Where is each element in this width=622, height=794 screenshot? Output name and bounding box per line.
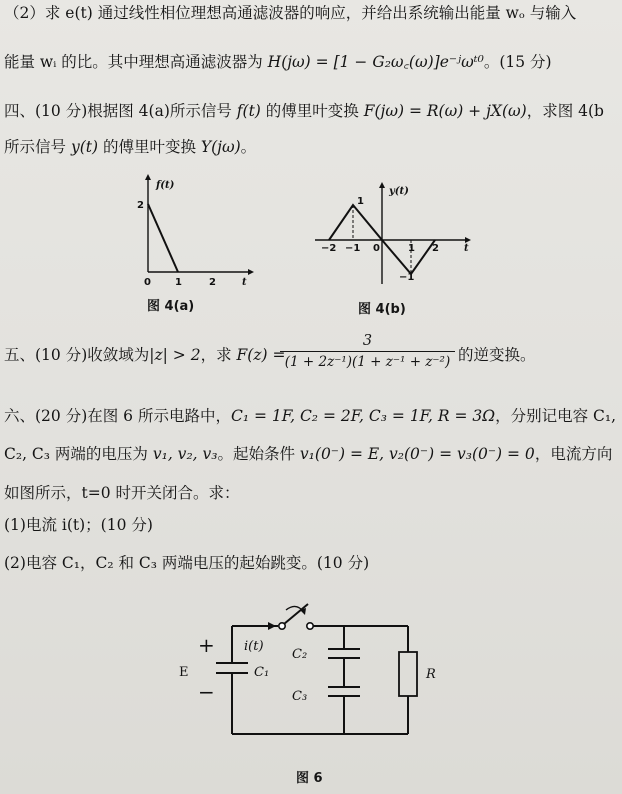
fourier-formula: F(jω) = R(ω) + jX(ω): [363, 102, 527, 120]
q-six-line2-prefix: C₂, C₃ 两端的电压为: [4, 445, 153, 463]
figure-6-circuit: [179, 600, 436, 750]
fb-peak-label: 1: [357, 196, 364, 207]
q-six-line2-suffix: ，电流方向: [534, 445, 613, 463]
Y-symbol: Y(jω): [200, 138, 241, 156]
fraction-numerator: 3: [280, 333, 455, 352]
voltages: v₁, v₂, v₃: [152, 445, 218, 463]
q-four-mid: 的傅里叶变换: [260, 102, 364, 120]
q-five-suffix: 的逆变换。: [458, 346, 536, 364]
y-axis-arrow: [379, 182, 385, 188]
q-six-line1-suffix: ，分别记电容 C₁,: [495, 407, 617, 425]
c1-label: C₁: [254, 665, 270, 680]
f-signal-ramp: [148, 204, 178, 272]
q-four-suffix: ，求图 4(b: [526, 102, 604, 120]
plus-sign: +: [198, 633, 215, 657]
c2-label: C₂: [292, 647, 308, 662]
fa-xtick-1: 1: [175, 277, 182, 288]
q4-part2-line2-prefix: 能量 wᵢ 的比。其中理想高通滤波器为: [4, 53, 268, 71]
fa-ylabel: f(t): [156, 180, 175, 191]
q-four-line1: [4, 101, 604, 121]
q-four-line2: [4, 137, 256, 157]
figure-4a: [130, 172, 260, 292]
q-six-line3: 如图所示，t=0 时开关闭合。求：: [4, 484, 240, 502]
source-label: E: [179, 665, 189, 680]
fa-xtick-2: 2: [209, 277, 216, 288]
q-five-line: [4, 345, 285, 365]
figure-4a-caption: 图 4(a): [147, 299, 195, 314]
minus-sign: −: [198, 680, 215, 704]
x-axis-arrow: [248, 269, 254, 275]
current-label: i(t): [244, 639, 264, 654]
roc: |z| > 2: [149, 346, 201, 364]
fb-ylabel: y(t): [389, 186, 409, 197]
q-five-mid: ，求: [200, 346, 237, 364]
q4-part2-line1: （2）求 e(t) 通过线性相位理想高通滤波器的响应，并给出系统输出能量 wₒ 与输入: [4, 4, 577, 22]
f-t-symbol: f(t): [236, 102, 261, 120]
figure-6-caption: 图 6: [296, 771, 323, 786]
resistor: [399, 652, 417, 696]
q-four-line2-mid: 的傅里叶变换: [98, 138, 201, 156]
figure-4b-caption: 图 4(b): [358, 302, 406, 317]
filter-formula: H(jω) = [1 − G₂ω꜀(ω)]e⁻ʲωᵗ⁰: [267, 53, 484, 71]
fb-xtick-0: 0: [373, 243, 380, 254]
fb-xtick-m2: −2: [321, 243, 337, 254]
fraction-denominator: (1 + 2z⁻¹)(1 + z⁻¹ + z⁻²): [284, 354, 451, 370]
circuit-params: C₁ = 1F, C₂ = 2F, C₃ = 1F, R = 3Ω: [230, 407, 496, 425]
y-axis-arrow: [145, 174, 151, 180]
figure-4b: [315, 180, 475, 290]
q-six-line2: [4, 444, 612, 464]
q-six-part2: (2)电容 C₁，C₂ 和 C₃ 两端电压的起始跳变。(10 分): [4, 554, 370, 572]
y-t-symbol: y(t): [70, 138, 99, 156]
fb-xtick-m1: −1: [345, 243, 361, 254]
q-six-prefix: 六、(20 分)在图 6 所示电路中，: [4, 407, 231, 425]
fb-trough-label: −1: [399, 272, 415, 283]
fa-ytick: 2: [137, 200, 144, 211]
q-six-part1: (1)电流 i(t)；(10 分): [4, 516, 153, 534]
q-four-line2-prefix: 所示信号: [4, 138, 71, 156]
initial-conditions: v₁(0⁻) = E, v₂(0⁻) = v₃(0⁻) = 0: [299, 445, 535, 463]
current-arrow: [268, 622, 276, 630]
c3-label: C₃: [292, 689, 308, 704]
switch-terminal-right: [307, 623, 313, 629]
q4-part2-line2: [4, 52, 552, 72]
fb-xtick-1: 1: [408, 243, 415, 254]
fa-xtick-0: 0: [144, 277, 151, 288]
q-four-prefix: 四、(10 分)根据图 4(a)所示信号: [4, 102, 237, 120]
q4-part2-line2-suffix: 。(15 分): [483, 53, 552, 71]
r-label: R: [426, 667, 436, 682]
q-six-line1: [4, 406, 616, 426]
fb-xtick-2: 2: [432, 243, 439, 254]
fb-xlabel: t: [464, 243, 469, 254]
fraction: [280, 333, 455, 370]
fz-lhs: F(z) =: [236, 346, 286, 364]
q-five-prefix: 五、(10 分)收敛域为: [4, 346, 150, 364]
fa-xlabel: t: [242, 277, 247, 288]
q-four-line2-suffix: 。: [240, 138, 257, 156]
q-six-line2-mid: 。起始条件: [217, 445, 300, 463]
